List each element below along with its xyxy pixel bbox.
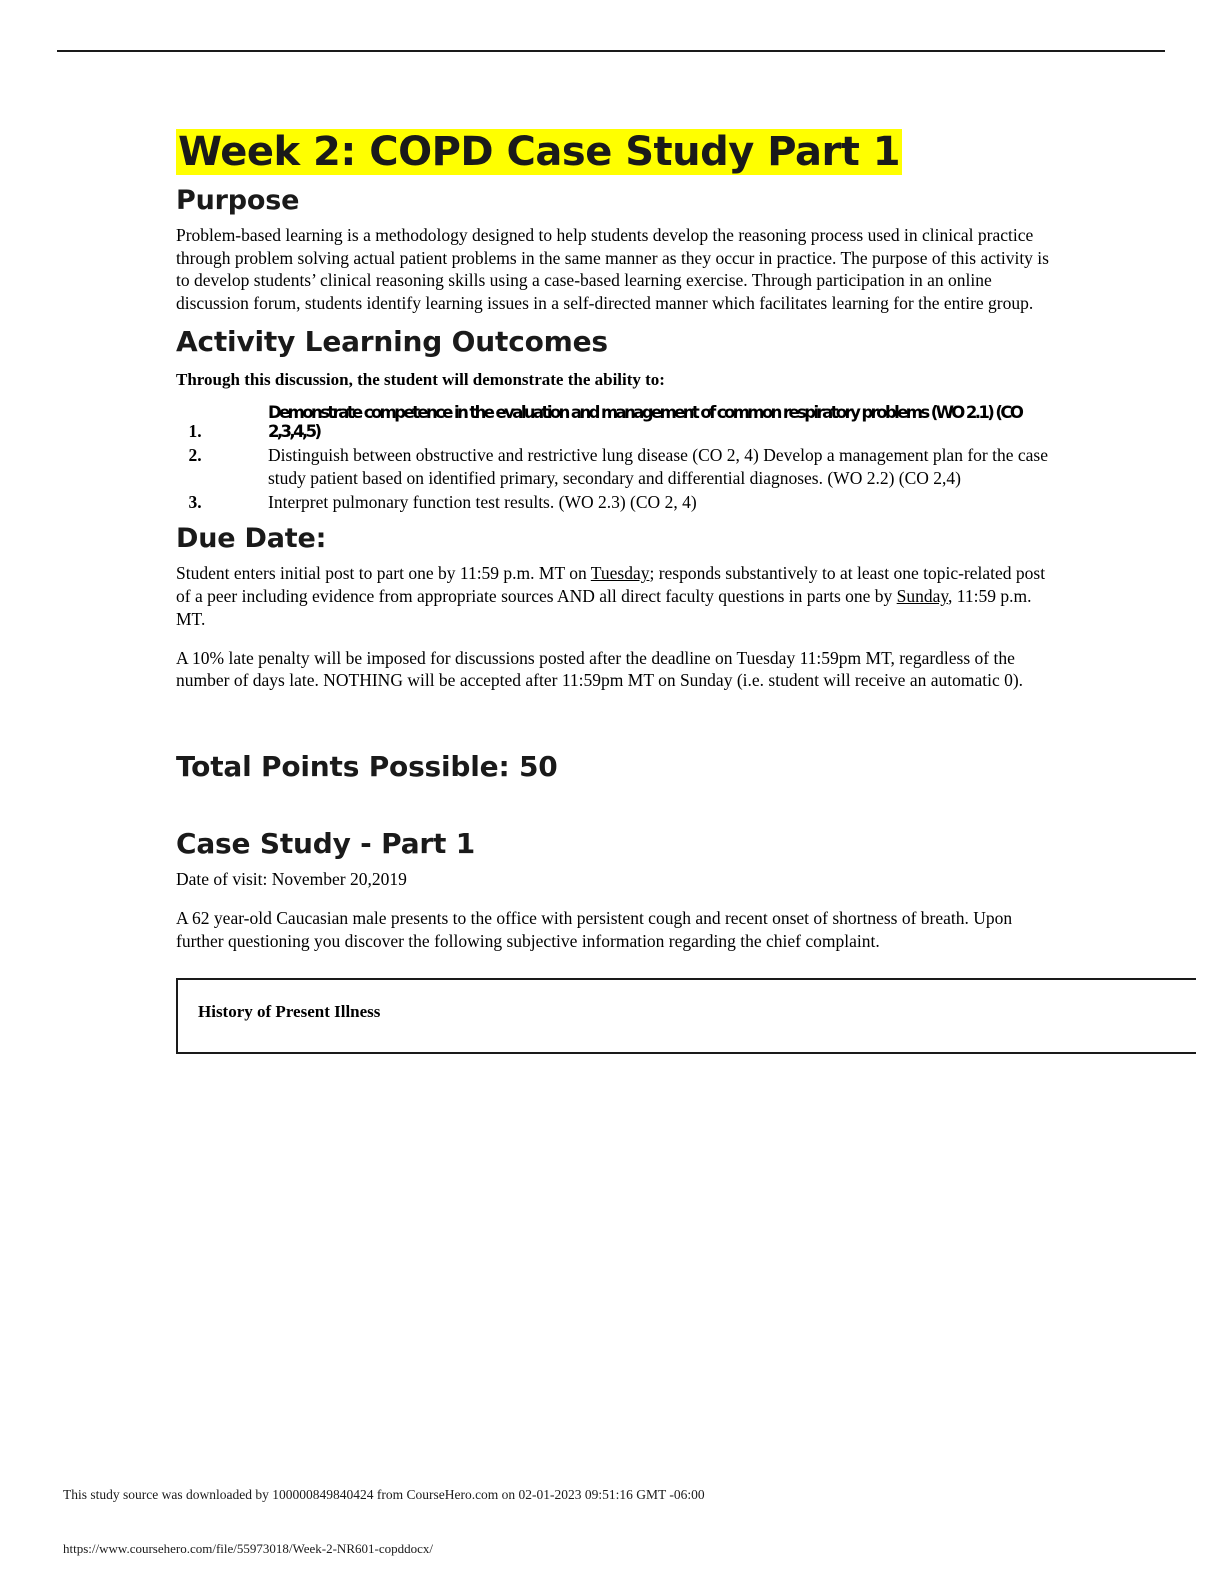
outcomes-lead: Through this discussion, the student will demonstrate the ability to: bbox=[176, 369, 665, 389]
due-date-text-c: , 11:59 p.m. MT. bbox=[176, 586, 1032, 629]
case-study-date-of-visit: Date of visit: November 20,2019 bbox=[176, 869, 407, 890]
footer-source-url: https://www.coursehero.com/file/55973018/Week-2-NR601-copddocx/ bbox=[63, 1541, 433, 1556]
due-date-paragraph-1 bbox=[176, 562, 1056, 630]
due-date-text-b: ; responds substantively to at least one topic-related post of a peer including evidence from appropriate sources AND all direct faculty questions in parts one by bbox=[176, 563, 1046, 607]
section-heading-outcomes: Activity Learning Outcomes bbox=[176, 324, 608, 358]
footer-download-notice: This study source was downloaded by 100000849840424 from CourseHero.com on 02-01-2023 09:51:16 GMT -06:00 bbox=[63, 1487, 705, 1502]
page-title bbox=[176, 130, 1056, 175]
outcome-item-1-text: Demonstrate competence in the evaluation and management of common respiratory problems (WO 2.1) (CO 2,3,4,5) bbox=[268, 402, 1022, 441]
purpose-body: Problem-based learning is a methodology designed to help students develop the reasoning process used in clinical practice through problem solving actual patient problems in the same manner as they occur in practice. The purpose of this activity is to develop students’ clinical reasoning skills using a case-based learning exercise. Through participation in an online discussion forum, students identify learning issues in a self-directed manner which facilitates learning for the entire group. bbox=[176, 224, 1049, 314]
due-date-paragraph-2: A 10% late penalty will be imposed for discussions posted after the deadline on Tuesday 11:59pm MT, regardless of the number of days late. NOTHING will be accepted after 11:59pm MT on Sunday (i.e. student will receive an automatic 0). bbox=[176, 647, 1024, 691]
section-heading-case-study: Case Study - Part 1 bbox=[176, 827, 476, 861]
due-date-text-a: Student enters initial post to part one by 11:59 p.m. MT on bbox=[176, 563, 591, 584]
history-of-present-illness-table bbox=[176, 978, 1196, 1054]
table-header-hpi: History of Present Illness bbox=[198, 1002, 381, 1022]
due-date-sunday: Sunday bbox=[896, 586, 949, 607]
section-heading-due-date: Due Date: bbox=[176, 523, 327, 555]
document-content bbox=[176, 130, 1056, 1054]
list-item bbox=[206, 404, 1056, 442]
outcome-item-2-text: Distinguish between obstructive and restrictive lung disease (CO 2, 4) Develop a management plan for the case study patient based on identified primary, secondary and differential diagnoses. (WO 2.2) (CO 2,4) bbox=[268, 445, 1048, 488]
section-heading-points: Total Points Possible: 50 bbox=[176, 750, 558, 784]
list-item bbox=[206, 491, 1056, 513]
due-date-tuesday: Tuesday bbox=[590, 563, 650, 584]
outcomes-list bbox=[176, 404, 1056, 514]
outcome-item-3-text: Interpret pulmonary function test results. (WO 2.3) (CO 2, 4) bbox=[268, 491, 697, 512]
list-item bbox=[206, 444, 1056, 489]
section-heading-purpose: Purpose bbox=[176, 184, 300, 216]
page-title-highlight: Week 2: COPD Case Study Part 1 bbox=[178, 129, 901, 175]
case-study-intro: A 62 year-old Caucasian male presents to the office with persistent cough and recent onset of shortness of breath. Upon further questioning you discover the following subjective information regarding the chief complaint. bbox=[176, 907, 1013, 951]
header-divider bbox=[57, 50, 1165, 52]
